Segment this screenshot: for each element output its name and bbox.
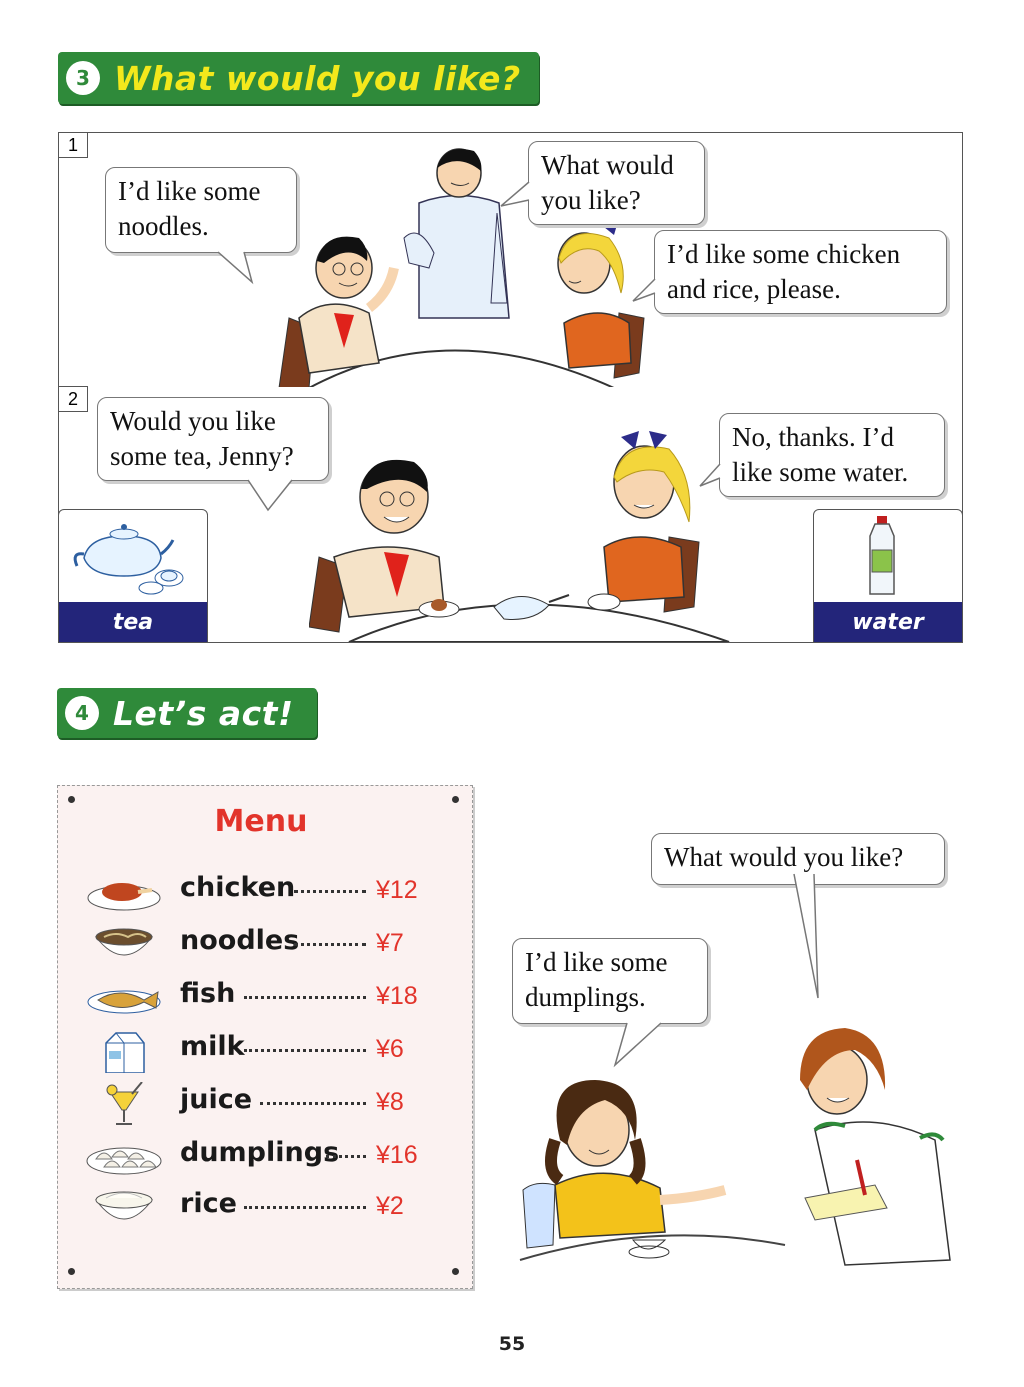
- pin-icon: [452, 796, 459, 803]
- menu-item-name: chicken: [180, 872, 296, 903]
- speech-text: I’d like some noodles.: [118, 176, 261, 241]
- fish-plate-icon: [86, 976, 162, 1020]
- menu-item-price: ¥7: [376, 929, 404, 957]
- speech-bubble-tail: [248, 480, 298, 514]
- menu-item-name: milk: [180, 1031, 245, 1062]
- speech-text: I’d like some dumplings.: [525, 947, 668, 1012]
- menu-item: [58, 1133, 472, 1185]
- menu-item-price: ¥8: [376, 1088, 404, 1116]
- section-3-header: [58, 52, 539, 104]
- pin-icon: [452, 1268, 459, 1275]
- speech-bubble-what-would-you-like: [528, 141, 705, 225]
- menu-dots: [244, 1206, 366, 1209]
- pin-icon: [68, 1268, 75, 1275]
- menu-item-name: noodles: [180, 925, 300, 956]
- rice-bowl-icon: [86, 1186, 162, 1230]
- section-4-title: Let’s act!: [113, 693, 294, 733]
- panel-2: [58, 387, 963, 643]
- speech-bubble-chicken-rice: [654, 230, 947, 314]
- speech-text: Would you like some tea, Jenny?: [110, 406, 294, 471]
- menu-title: Menu: [214, 804, 308, 839]
- menu-dots: [294, 943, 366, 946]
- speech-text: No, thanks. I’d like some water.: [732, 422, 909, 487]
- menu-dots: [244, 1049, 366, 1052]
- section-3-number: 3: [66, 61, 100, 95]
- menu-dots: [326, 1155, 366, 1158]
- dumplings-plate-icon: [86, 1135, 162, 1179]
- menu-item-name: dumplings: [180, 1137, 340, 1168]
- speech-bubble-tail: [499, 182, 533, 212]
- menu-dots: [260, 1102, 366, 1105]
- menu-dots: [244, 996, 366, 999]
- menu-item-price: ¥16: [376, 1141, 418, 1169]
- ordering-illustration: [515, 1020, 965, 1275]
- menu-item-name: juice: [180, 1084, 253, 1115]
- speech-bubble-tail: [631, 279, 659, 305]
- chicken-plate-icon: [86, 870, 162, 914]
- menu-item: [58, 868, 472, 920]
- menu-item: [58, 1027, 472, 1079]
- panel-2-number: 2: [58, 386, 88, 412]
- noodle-bowl-icon: [86, 923, 162, 967]
- panel-2-illustration: [309, 427, 739, 642]
- juice-glass-icon: [86, 1082, 162, 1126]
- menu-board: [57, 785, 473, 1289]
- menu-item-price: ¥2: [376, 1192, 404, 1220]
- speech-text: What would you like?: [664, 842, 904, 872]
- menu-item-name: rice: [180, 1188, 237, 1219]
- menu-dots: [294, 890, 366, 893]
- item-label-water: water: [814, 602, 962, 642]
- speech-bubble-no-thanks-water: [719, 413, 945, 497]
- menu-item: [58, 1184, 472, 1236]
- menu-item: [58, 1080, 472, 1132]
- section-4-header: [57, 688, 317, 738]
- menu-item-name: fish: [180, 978, 236, 1009]
- speech-bubble-tail: [792, 874, 822, 1004]
- speech-bubble-tail: [216, 252, 256, 286]
- item-label-tea: tea: [59, 602, 207, 642]
- speech-bubble-what-would-you-like-2: [651, 833, 945, 885]
- menu-item-price: ¥6: [376, 1035, 404, 1063]
- menu-item-price: ¥12: [376, 876, 418, 904]
- menu-item: [58, 974, 472, 1026]
- menu-item: [58, 921, 472, 973]
- teapot-icon: [69, 518, 199, 598]
- menu-item-price: ¥18: [376, 982, 418, 1010]
- water-bottle-icon: [862, 514, 902, 600]
- panel-1-number: 1: [58, 132, 88, 158]
- speech-bubble-would-you-like-tea: [97, 397, 329, 481]
- milk-carton-icon: [86, 1029, 162, 1073]
- speech-text: What would you like?: [541, 150, 674, 215]
- speech-text: I’d like some chicken and rice, please.: [667, 239, 901, 304]
- item-card-water: [813, 509, 963, 643]
- speech-bubble-noodles: [105, 167, 297, 253]
- speech-bubble-tail: [698, 464, 724, 490]
- item-card-tea: [58, 509, 208, 643]
- page-number: 55: [498, 1333, 526, 1355]
- pin-icon: [68, 796, 75, 803]
- section-3-title: What would you like?: [114, 58, 521, 98]
- panel-1: [58, 132, 963, 389]
- section-4-number: 4: [65, 696, 99, 730]
- speech-bubble-dumplings: [512, 938, 708, 1024]
